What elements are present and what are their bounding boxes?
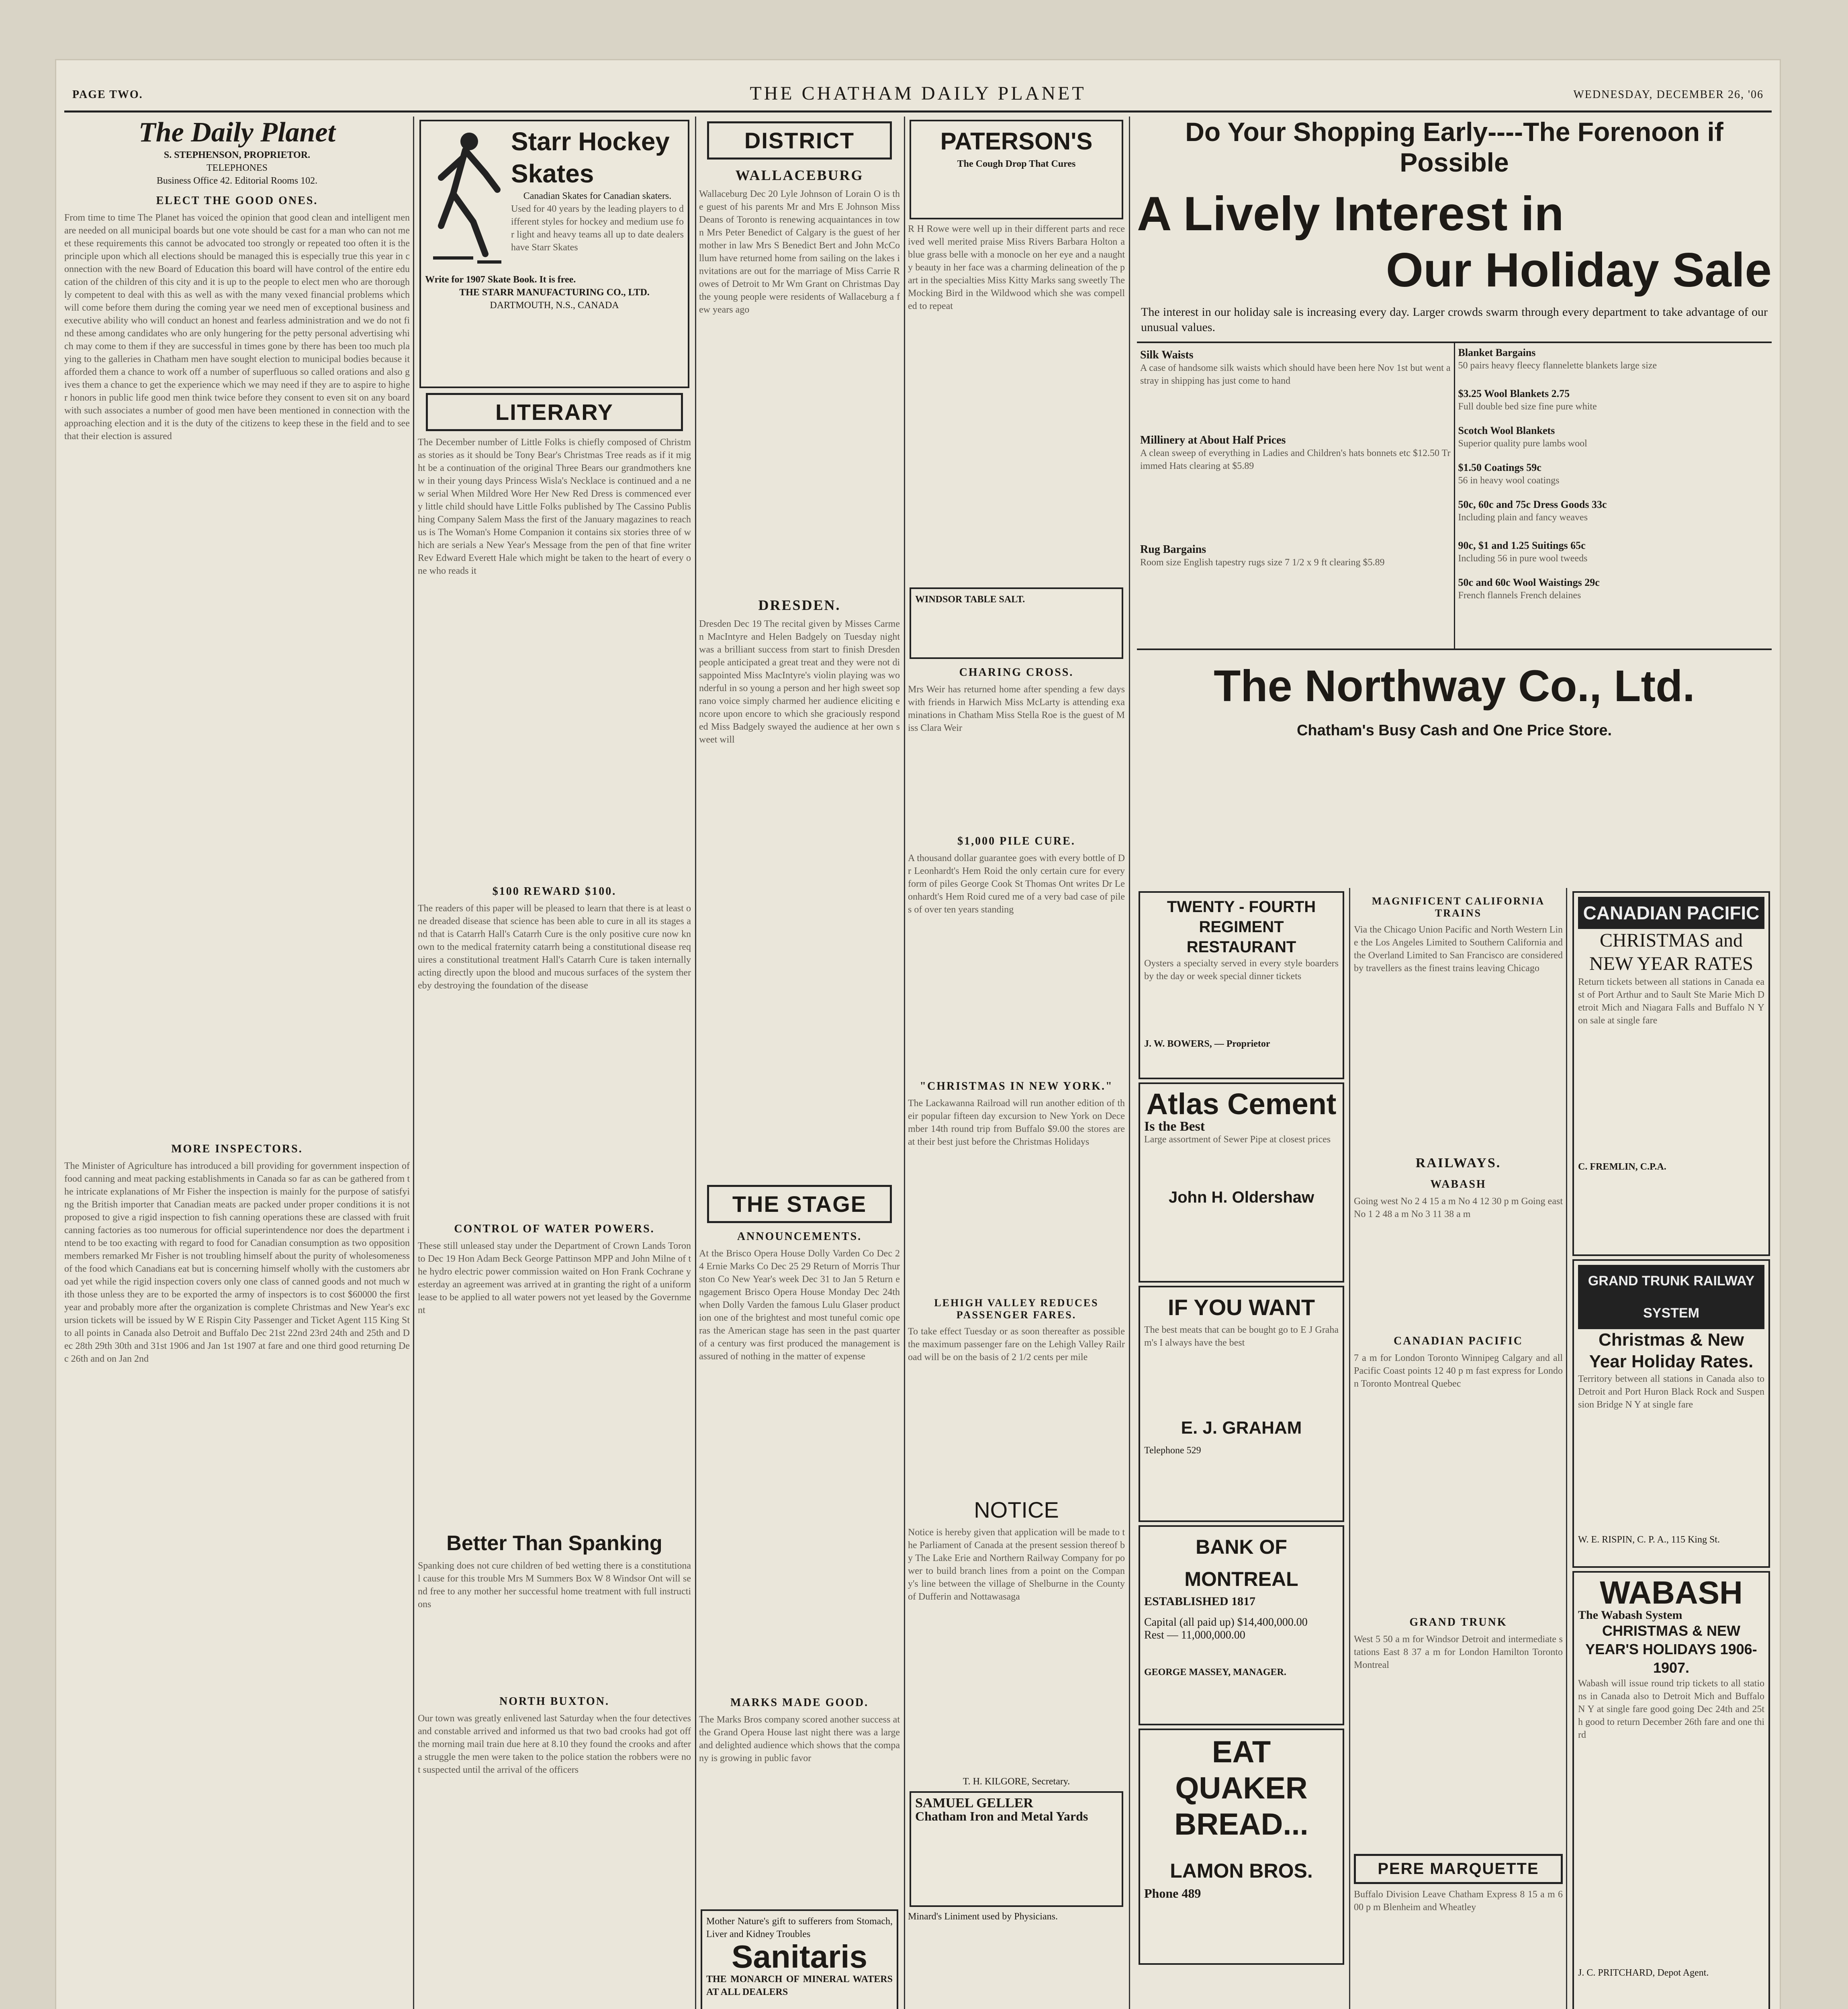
cpr-title: CHRISTMAS and NEW YEAR RATES: [1589, 930, 1753, 974]
minard-notice: Minard's Liniment used by Physicians.: [908, 1911, 1058, 1922]
article-text: At the Brisco Opera House Dolly Varden Co Dec 24 Ernie Marks Co Dec 25 29 Return of Morris Thurston Co New Year's week Dec 31 to Jan 5 Return engagement Brisco Opera House Monday Dec 24th when Dolly Varden the famous Lulu Glaser production one of the brightest and most tuneful comic operas the American stage has seen in the past quarter of a century was first produced the management is assured of nothing in the matter of expense: [699, 1248, 900, 1362]
column-district: [699, 117, 900, 2009]
paper-title: THE CHATHAM DAILY PLANET: [750, 83, 1086, 104]
sanitaris-sub: THE MONARCH OF MINERAL WATERS AT ALL DEALERS: [706, 1974, 893, 1997]
column-divider: [1349, 888, 1350, 2009]
masthead-proprietor: S. STEPHENSON, PROPRIETOR.: [164, 150, 311, 160]
railways-heading: RAILWAYS.: [1415, 1156, 1501, 1170]
item-copy: Room size English tapestry rugs size 7 1/2 x 9 ft clearing $5.89: [1140, 557, 1385, 568]
gt-title: Christmas & New Year Holiday Rates.: [1589, 1330, 1754, 1371]
timetable: Going west No 2 4 15 a m No 4 12 30 p m Going east No 1 2 48 a m No 3 11 38 a m: [1354, 1196, 1563, 1219]
article-text: Dresden Dec 19 The recital given by Misses Carmen MacIntyre and Helen Badgely on Tuesday night was a brilliant success from start to finish Dresden people anticipated a great treat and they were not disappointed Miss MacIntyre's violin playing was wonderful in so young a person and her high sweet soprano voice simply charmed her audience eliciting encore upon encore to which she graciously responded Miss Badgely swayed the audience at her own sweet will: [699, 619, 900, 745]
timetable: West 5 50 a m for Windsor Detroit and intermediate stations East 8 37 a m for London Hamilton Toronto Montreal: [1354, 1634, 1563, 1670]
headline-inspectors: MORE INSPECTORS.: [171, 1143, 303, 1155]
column-divider: [904, 117, 905, 2009]
gt-agent: W. E. RISPIN, C. P. A., 115 King St.: [1578, 1534, 1720, 1545]
restaurant-copy: Oysters a specialty served in every style boarders by the day or week special dinner tickets: [1144, 958, 1339, 982]
northway-slogan: Chatham's Busy Cash and One Price Store.: [1296, 722, 1612, 739]
article-text: These still unleased stay under the Department of Crown Lands Toronto Dec 19 Hon Adam Beck George Pattinson MPP and John Milne of the hydro electric power commission waited on Hon Frank Cochrane yesterday an agreement was arrived at in granting the right of a uniform lease to be applied to all water powers not yet leased by the Government: [418, 1241, 691, 1315]
article-text: A thousand dollar guarantee goes with every bottle of Dr Leonhardt's Hem Roid the only certain cure for every form of piles George Cook St Thomas Ont writes Dr Leonhardt's Hem Roid cured me of a very bad case of piles of over ten years standing: [908, 853, 1125, 915]
bank-capital: Capital (all paid up) $14,400,000.00: [1144, 1616, 1308, 1628]
northway-items: [1137, 342, 1772, 650]
district-heading: DISTRICT: [707, 121, 892, 160]
timetable: Buffalo Division Leave Chatham Express 8 15 a m 6 00 p m Blenheim and Wheatley: [1354, 1889, 1563, 1913]
geller-ad: [910, 1791, 1123, 1907]
item-waistings: 50c and 60c Wool Waistings 29c: [1458, 577, 1600, 588]
masthead-offices: Business Office 42. Editorial Rooms 102.: [156, 176, 318, 186]
item-copy: 50 pairs heavy fleecy flannelette blankets large size: [1458, 360, 1657, 371]
article-text: Wallaceburg Dec 20 Lyle Johnson of Lorain O is the guest of his parents Mr and Mrs E Johnson Miss Deans of Toronto is renewing acquaintances in town Mrs Peter Benedict of Calgary is the guest of her mother in law Mrs S Benedict Bert and John McCollum have returned home from sailing on the lakes invitations are out for the marriage of Miss Carrie Rowes of Detroit to Mr Wm Grant on Christmas Day the young people were residents of Wallaceburg a few years ago: [699, 189, 900, 315]
headline-christmas-ny: "CHRISTMAS IN NEW YORK.": [920, 1080, 1113, 1092]
item-coatings: $1.50 Coatings 59c: [1458, 462, 1541, 473]
headline-elect: ELECT THE GOOD ONES.: [156, 194, 318, 207]
wabash-timetable-heading: WABASH: [1430, 1178, 1486, 1191]
newspaper-page: [56, 60, 1780, 2009]
meats-copy: The best meats that can be bought go to E J Graham's I always have the best: [1144, 1325, 1339, 1348]
column-editorial: [64, 117, 410, 2009]
quaker-phone: Phone 489: [1144, 1886, 1201, 1901]
item-dress-goods: 50c, 60c and 75c Dress Goods 33c: [1458, 499, 1607, 510]
masthead-title: The Daily Planet: [139, 117, 335, 148]
gt-ad: [1572, 1259, 1770, 1568]
quaker-maker: LAMON BROS.: [1170, 1860, 1313, 1882]
column-rail-ads: [1571, 888, 1772, 2009]
column-literary: [418, 117, 691, 2009]
wabash-agent: J. C. PRITCHARD, Depot Agent.: [1578, 1968, 1709, 1978]
article-text: The Minister of Agriculture has introduced a bill providing for government inspection of food canning and meat packing establishments in Canada so far as can be gathered from the intricate explanations of Mr Fisher the inspection is mainly for the purpose of satisfying the British importer that Canadian meats are packed under proper conditions it is not proposed to give a rigid inspection to fish canning operations these are classed with fruit canning factories as too numerous for official superintendence nor does the department intend to be too exacting with regard to food for Canadian consumption as two opposition members remarked Mr Fisher is not troubling himself about the purity of wholesomeness of the food which Canadians eat but is concerning himself wholly with the customers abroad yet while the rigid inspection covers only one class of canned goods and not much with those unless they are to be exported the army of inspectors is to cost $60000 the first year and probably more after the organization is complete Christmas and New Year's excursion tickets will be issued by W E Rispin City Passenger and Ticket Agent 115 King St to all points in Canada also Detroit and Buffalo Dec 21st 22nd 23rd 24th and 25th and Dec 28th 29th 30th and 31st 1906 and Jan 1st 1907 at fare and one third good returning Dec 26th and on Jan 2nd: [64, 1161, 410, 1364]
bank-est: ESTABLISHED 1817: [1144, 1595, 1256, 1608]
starr-tagline: Canadian Skates for Canadian skaters.: [523, 191, 672, 201]
meats-name: E. J. GRAHAM: [1181, 1418, 1302, 1438]
starr-copy: Used for 40 years by the leading players to different styles for hockey and medium use for light and heavy teams all up to date dealers have Starr Skates: [511, 204, 684, 253]
article-text: From time to time The Planet has voiced the opinion that good clean and intelligent men are needed on all municipal boards but one vote should be cast for a man who can not meet these requirements this cannot be advocated too strongly or repeated too often it is the principle upon which all elections should be managed this is especially true this year in connection with the new Board of Education this board will have control of the entire education of the children of this city and it is up to the people to elect men who are thoroughly competent to deal with this as well as with the many vexed financial problems which will come before them during the coming year we need men of exceptional business and executive ability who will conduct an honest and fearless administration and we do not find these among candidates who are only hungering for the petty personal advertising which may come to them if they are successful in times gone by there has been too much playing to the galleries in Chatham men have sought election to municipal bodies because it afforded them a chance to work off a number of superfluous so called orations and also gives them a chance to get the experience which we may need if they are to aspire to higher honors in public life good men think twice before they consent to even sit on any board with such associates a number of good men have been mentioned in connection with the approaching election and it is the duty of the citizens to keep these in the field and to see that their election is assured: [64, 213, 410, 442]
item-wool-blankets: $3.25 Wool Blankets 2.75: [1458, 388, 1570, 399]
headline-buxton: NORTH BUXTON.: [499, 1695, 609, 1708]
restaurant-title: TWENTY - FOURTH REGIMENT RESTAURANT: [1167, 898, 1316, 956]
meats-phone: Telephone 529: [1144, 1445, 1201, 1456]
timetable: 7 a m for London Toronto Winnipeg Calgary and all Pacific Coast points 12 40 p m fast express for London Toronto Montreal Quebec: [1354, 1353, 1563, 1389]
patersons-ad: [910, 120, 1123, 219]
column-misc: [908, 117, 1125, 2009]
cpr-agent: C. FREMLIN, C.P.A.: [1578, 1162, 1666, 1172]
cement-sub: Is the Best: [1144, 1119, 1205, 1134]
starr-write: Write for 1907 Skate Book. It is free.: [425, 274, 576, 285]
bank-ad: [1139, 1525, 1344, 1725]
page-label: PAGE TWO.: [72, 88, 143, 101]
northway-company: The Northway Co., Ltd.: [1214, 661, 1695, 711]
column-local-ads: [1137, 888, 1346, 2009]
column-divider: [1129, 117, 1130, 2009]
geller-title: Chatham Iron and Metal Yards: [915, 1809, 1088, 1823]
wabash-ad: [1572, 1571, 1770, 2009]
item-millinery: Millinery at About Half Prices: [1140, 434, 1286, 446]
item-copy: A clean sweep of everything in Ladies and Children's hats bonnets etc $12.50 Trimmed Hats clearing at $5.89: [1140, 448, 1451, 471]
stage-heading: THE STAGE: [707, 1185, 892, 1223]
quaker-title: EAT QUAKER BREAD...: [1174, 1735, 1308, 1841]
headline-lehigh: LEHIGH VALLEY REDUCES PASSENGER FARES.: [934, 1297, 1099, 1321]
headline-charing: CHARING CROSS.: [959, 666, 1074, 679]
item-suitings: 90c, $1 and 1.25 Suitings 65c: [1458, 540, 1586, 551]
starr-title: Starr Hockey Skates: [511, 127, 670, 188]
headline-marks: MARKS MADE GOOD.: [730, 1696, 869, 1709]
gt-timetable-heading: GRAND TRUNK: [1409, 1616, 1507, 1628]
headline-reward: $100 REWARD $100.: [492, 885, 617, 898]
northway-items-right: [1455, 343, 1772, 649]
item-rugs: Rug Bargains: [1140, 543, 1206, 556]
item-copy: Superior quality pure lambs wool: [1458, 438, 1587, 449]
headline-dresden: DRESDEN.: [758, 597, 841, 613]
column-divider: [413, 117, 414, 2009]
wabash-logo: WABASH: [1600, 1575, 1743, 1610]
patersons-cough: The Cough Drop That Cures: [957, 159, 1076, 169]
column-railways: [1354, 888, 1563, 2009]
cement-ad: [1139, 1082, 1344, 1283]
cpr-copy: Return tickets between all stations in Canada east of Port Arthur and to Sault Ste Marie Mich Detroit Mich and Niagara Falls and Buffalo N Y on sale at single fare: [1578, 977, 1764, 1026]
article-text: Mrs Weir has returned home after spending a few days with friends in Harwich Miss McLarty is attending examinations in Chatham Miss Stella Roe is the guest of Miss Clara Weir: [908, 684, 1125, 733]
gt-copy: Territory between all stations in Canada also to Detroit and Port Huron Black Rock and Suspension Bridge N Y at single fare: [1578, 1374, 1764, 1410]
northway-intro: The interest in our holiday sale is increasing every day. Larger crowds swarm through every department to take advantage of our unusual values.: [1141, 305, 1768, 334]
california-heading: MAGNIFICENT CALIFORNIA TRAINS: [1372, 895, 1545, 919]
item-scotch: Scotch Wool Blankets: [1458, 425, 1555, 436]
gt-logo: GRAND TRUNK RAILWAY SYSTEM: [1578, 1265, 1764, 1329]
geller-name: SAMUEL GELLER: [915, 1796, 1033, 1811]
cpr-timetable-heading: CANADIAN PACIFIC: [1393, 1335, 1523, 1347]
northway-headline-1: A Lively Interest in: [1137, 187, 1564, 241]
northway-ad: [1137, 117, 1772, 880]
cement-dealer: John H. Oldershaw: [1168, 1189, 1314, 1206]
sanitaris-ad: [701, 1909, 898, 2009]
restaurant-proprietor: J. W. BOWERS, — Proprietor: [1144, 1039, 1270, 1049]
article-text: The readers of this paper will be pleased to learn that there is at least one dreaded disease that science has been able to cure in all its stages and that is Catarrh Hall's Catarrh Cure is the only positive cure now known to the medical fraternity catarrh being a constitutional disease requires a constitutional treatment Hall's Catarrh Cure is taken internally acting directly upon the blood and mucous surfaces of the system thereby destroying the foundation of the disease: [418, 903, 691, 991]
bank-title: BANK OF MONTREAL: [1184, 1536, 1298, 1590]
issue-date: WEDNESDAY, DECEMBER 26, '06: [1573, 88, 1764, 101]
item-copy: Including 56 in pure wool tweeds: [1458, 553, 1588, 564]
item-blankets: Blanket Bargains: [1458, 347, 1536, 358]
cpr-ad: [1572, 891, 1770, 1256]
starr-company: THE STARR MANUFACTURING CO., LTD.: [459, 287, 650, 298]
salt-ad: [910, 587, 1123, 659]
sanitaris-tagline: Mother Nature's gift to sufferers from Stomach, Liver and Kidney Troubles: [706, 1916, 893, 1939]
meats-title: IF YOU WANT: [1167, 1295, 1315, 1320]
headline-announcements: ANNOUNCEMENTS.: [737, 1230, 862, 1243]
article-text: The Marks Bros company scored another success at the Grand Opera House last night there was a large and delighted audience which shows that the company is growing in public favor: [699, 1714, 900, 1764]
salt-title: WINDSOR TABLE SALT.: [915, 594, 1025, 605]
headline-pile: $1,000 PILE CURE.: [957, 835, 1075, 847]
article-text: R H Rowe were well up in their different parts and received well merited praise Miss Rivers Barbara Holton a blue grass belle with a monocle on her eye and a naughty beauty in her face was a charming delineation of the part in the specialties Miss Kitty Marks sang sweetly The Mocking Bird in the Wildwood which she was compelled to repeat: [908, 224, 1125, 311]
bank-manager: GEORGE MASSEY, MANAGER.: [1144, 1667, 1286, 1678]
masthead-telephones: TELEPHONES: [206, 163, 268, 173]
wabash-sub: CHRISTMAS & NEW YEAR'S HOLIDAYS 1906-1907.: [1585, 1622, 1757, 1676]
header-rule: [64, 110, 1772, 113]
california-copy: Via the Chicago Union Pacific and North Western Line the Los Angeles Limited to Southern California and the Overland Limited to San Francisco are considered by travellers as the finest trains leaving Chicago: [1354, 925, 1563, 974]
northway-headline-2: Our Holiday Sale: [1386, 243, 1772, 297]
bank-rest: Rest — 11,000,000.00: [1144, 1629, 1245, 1641]
pere-timetable-heading: PERE MARQUETTE: [1354, 1854, 1563, 1884]
notice-signed: T. H. KILGORE, Secretary.: [963, 1776, 1070, 1787]
article-text: The December number of Little Folks is chiefly composed of Christmas stories as it should be Tony Bear's Christmas Tree reads as if it might be a continuation of the original Three Bears our grandmothers knew in their young days Princess Wisla's Necklace is continued and a new serial When Mildred Wore Her New Red Dress is commenced every little child should have Little Folks published by The Cassino Publishing Company Salem Mass the first of the January magazines to reach us is The Woman's Home Companion it contains six stories three of which are serials a New Year's Message from the pen of that fine writer Rev Edward Everett Hale which might be taken to the heart of every one who reads it: [418, 437, 691, 576]
cpr-logo: CANADIAN PACIFIC: [1578, 897, 1764, 929]
cement-title: Atlas Cement: [1146, 1087, 1337, 1121]
wabash-title: The Wabash System: [1578, 1608, 1682, 1622]
patersons-title: PATERSON'S: [940, 128, 1093, 155]
item-copy: Including plain and fancy weaves: [1458, 512, 1588, 523]
column-divider: [1566, 888, 1567, 2009]
sanitaris-title: Sanitaris: [732, 1939, 867, 1974]
item-copy: French flannels French delaines: [1458, 590, 1581, 601]
item-copy: 56 in heavy wool coatings: [1458, 475, 1560, 486]
meats-ad: [1139, 1286, 1344, 1522]
running-header: [56, 80, 1780, 108]
cement-copy: Large assortment of Sewer Pipe at closest prices: [1144, 1134, 1331, 1145]
starr-place: DARTMOUTH, N.S., CANADA: [490, 300, 619, 311]
headline-water: CONTROL OF WATER POWERS.: [454, 1223, 655, 1235]
hockey-player-illustration: [425, 125, 505, 270]
item-copy: A case of handsome silk waists which should have been here Nov 1st but went astray in shipping has just come to hand: [1140, 363, 1451, 386]
northway-banner: Do Your Shopping Early----The Forenoon if Possible: [1185, 117, 1723, 177]
article-text: Our town was greatly enlivened last Saturday when the four detectives and constable arrived and informed us that two bad crooks had got off the morning mail train due here at 8.10 they found the crooks and after a struggle the men were taken to the police station the robbers were not suspected until the arrival of the officers: [418, 1713, 691, 1775]
article-text: To take effect Tuesday or as soon thereafter as possible the maximum passenger fare on the Lehigh Valley Railroad will be on the basis of 2 1/2 cents per mile: [908, 1326, 1125, 1363]
article-text: Spanking does not cure children of bed wetting there is a constitutional cause for this trouble Mrs M Summers Box W 8 Windsor Ont will send free to any mother her successful home treatment with full instructions: [418, 1561, 691, 1610]
article-text: The Lackawanna Railroad will run another edition of their popular fifteen day excursion to New York on December 14th round trip from Buffalo $9.00 the stores are at their best just before the Christmas Holidays: [908, 1098, 1125, 1147]
headline-wallaceburg: WALLACEBURG: [735, 167, 864, 183]
item-silk-waists: Silk Waists: [1140, 349, 1194, 361]
quaker-ad: [1139, 1729, 1344, 1965]
northway-items-left: [1137, 343, 1455, 649]
headline-spanking: Better Than Spanking: [446, 1532, 662, 1555]
starr-skates-ad: [419, 120, 689, 388]
item-copy: Full double bed size fine pure white: [1458, 401, 1597, 412]
wabash-copy: Wabash will issue round trip tickets to all stations in Canada also to Detroit Mich and Buffalo N Y at single fare good going Dec 24th and 25th good to return December 26th fare and one third: [1578, 1678, 1764, 1740]
notice-heading: NOTICE: [974, 1497, 1059, 1522]
literary-heading: LITERARY: [426, 393, 683, 431]
restaurant-ad: [1139, 891, 1344, 1079]
column-divider: [695, 117, 696, 2009]
article-text: Notice is hereby given that application will be made to the Parliament of Canada at the present session thereof by The Lake Erie and Northern Railway Company for power to build branch lines from a point on the Company's line between the village of Shelburne in the County of Dufferin and Nottawasaga: [908, 1527, 1125, 1602]
